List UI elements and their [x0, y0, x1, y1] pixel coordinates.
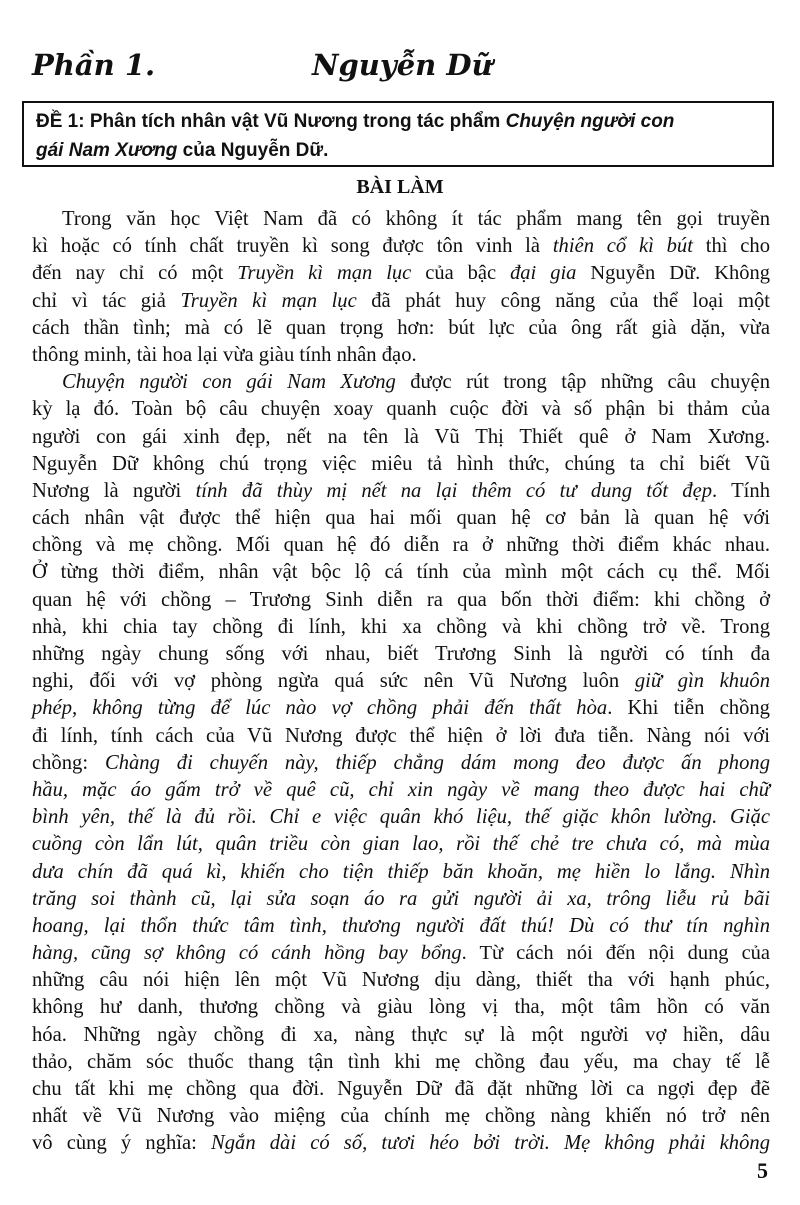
text-line: nhà, khi chia tay chồng đi lính, khi xa chồng và khi chồng trở về. Trong [32, 615, 770, 638]
text-line: hàng, cũng sợ không có cánh hồng bay bổng. Từ cách nói đến nội dung của [32, 942, 770, 965]
text-line: dưa chín đã quá kì, khiến cho tiện thiếp băn khoăn, mẹ hiền lo lắng. Nhìn [32, 860, 770, 883]
text-line: chỉ vì tác giả Truyền kì mạn lục đã phát huy công năng của thể loại một [32, 289, 770, 312]
text-line: bình yên, thế là đủ rồi. Chỉ e việc quân khó liệu, thế giặc khôn lường. Giặc [32, 806, 770, 829]
text-line: Nương là người tính đã thùy mị nết na lại thêm có tư dung tốt đẹp. Tính [32, 479, 770, 502]
text-line: những câu nói hiện lên một Vũ Nương dịu dàng, thiết tha với hạnh phúc, [32, 969, 770, 992]
text-line: Trong văn học Việt Nam đã có không ít tác phẩm mang tên gọi truyền [62, 208, 770, 230]
text-line: thảo, chăm sóc thuốc thang tận tình khi mẹ chồng đau yếu, ma chay tế lễ [32, 1050, 770, 1073]
text-line: hóa. Những ngày chồng đi xa, nàng thực sự là một người vợ hiền, dâu [32, 1023, 770, 1046]
part-title: Phần 1. [32, 48, 156, 82]
page-header [32, 44, 768, 88]
text-line: thông minh, tài hoa lại vừa giàu tính nhân đạo. [32, 343, 417, 366]
text-line: Nguyễn Dữ không chú trọng việc miêu tả hình thức, chúng ta chỉ biết Vũ [32, 452, 770, 475]
topic-line-2 [36, 136, 760, 165]
author-title: Nguyễn Dữ [312, 48, 493, 82]
text-line: trăng soi thành cũ, lại sửa soạn áo ra gửi người ải xa, trông liễu rủ bãi [32, 887, 770, 910]
text-line: người con gái xinh đẹp, nết na tên là Vũ Thị Thiết quê ở Nam Xương. [32, 425, 770, 448]
text-line: quan hệ với chồng – Trương Sinh diễn ra qua bốn thời điểm: khi chồng ở [32, 588, 770, 611]
text-line: Ở từng thời điểm, nhân vật bộc lộ cá tính của mình một cách cụ thể. Mối [32, 561, 770, 584]
text-line: kì hoặc có tính chất truyền kì song được tôn vinh là thiên cổ kì bút thì cho [32, 235, 770, 258]
topic-work-title: Chuyện người con [505, 111, 675, 132]
topic-work-title-cont: gái Nam Xương [36, 140, 178, 161]
text-line: cách nhân vật được thể hiện qua hai mối quan hệ cơ bản là quan hệ với [32, 507, 770, 530]
text-line: đến nay chỉ có một Truyền kì mạn lục của bậc đại gia Nguyễn Dữ. Không [32, 262, 770, 285]
text-line: chồng: Chàng đi chuyến này, thiếp chẳng dám mong đeo được ấn phong [32, 751, 770, 774]
topic-text: ĐỀ 1: Phân tích nhân vật Vũ Nương trong tác phẩm [36, 111, 506, 132]
text-line: những ngày chung sống với nhau, biết Trương Sinh là người có tính đa [32, 643, 770, 665]
topic-text-end: của Nguyễn Dữ. [177, 140, 329, 161]
text-line: kỳ lạ đó. Toàn bộ câu chuyện xoay quanh cuộc đời và số phận bi thảm của [32, 398, 770, 421]
text-line: nhất về Vũ Nương vào miệng của chính mẹ chồng nàng khiến nó trở nên [32, 1105, 770, 1128]
text-line: cuồng còn lẩn lút, quân triều còn gian lao, rồi thế chẻ tre chưa có, mà mùa [32, 833, 770, 856]
page-number: 5 [757, 1158, 768, 1183]
text-line: Chuyện người con gái Nam Xương được rút trong tập những câu chuyện [62, 371, 770, 394]
text-line: chồng và mẹ chồng. Mối quan hệ đó diễn ra ở những thời điểm khác nhau. [32, 534, 770, 557]
text-line: không hư danh, thương chồng và giàu lòng vị tha, một tâm hồn có văn [32, 996, 770, 1019]
topic-box [22, 101, 774, 167]
section-heading: BÀI LÀM [356, 176, 444, 198]
text-line: phép, không từng để lúc nào vợ chồng phải đến thất hòa. Khi tiễn chồng [32, 697, 770, 720]
text-line: hầu, mặc áo gấm trở về quê cũ, chỉ xin ngày về mang theo được hai chữ [32, 778, 770, 801]
text-line: vô cùng ý nghĩa: Ngắn dài có số, tươi héo bởi trời. Mẹ không phải không [32, 1132, 770, 1155]
text-line: đi lính, tính cách của Vũ Nương được thể hiện ở lời đưa tiễn. Nàng nói với [32, 724, 770, 747]
text-line: nghi, đối với vợ phòng ngừa quá sức nên Vũ Nương luôn giữ gìn khuôn [32, 670, 770, 693]
topic-line-1 [36, 107, 760, 136]
text-line: cách thần tình; mà có lẽ quan trọng hơn: bút lực của ông rất già dặn, vừa [32, 316, 770, 339]
text-line: chu tất khi mẹ chồng qua đời. Nguyễn Dữ đã đặt những lời ca ngợi đẹp đẽ [32, 1078, 770, 1100]
text-line: hoang, lại thổn thức tâm tình, thương người đất thú! Dù có thư tín nghìn [32, 914, 770, 937]
essay-body [32, 206, 770, 1158]
